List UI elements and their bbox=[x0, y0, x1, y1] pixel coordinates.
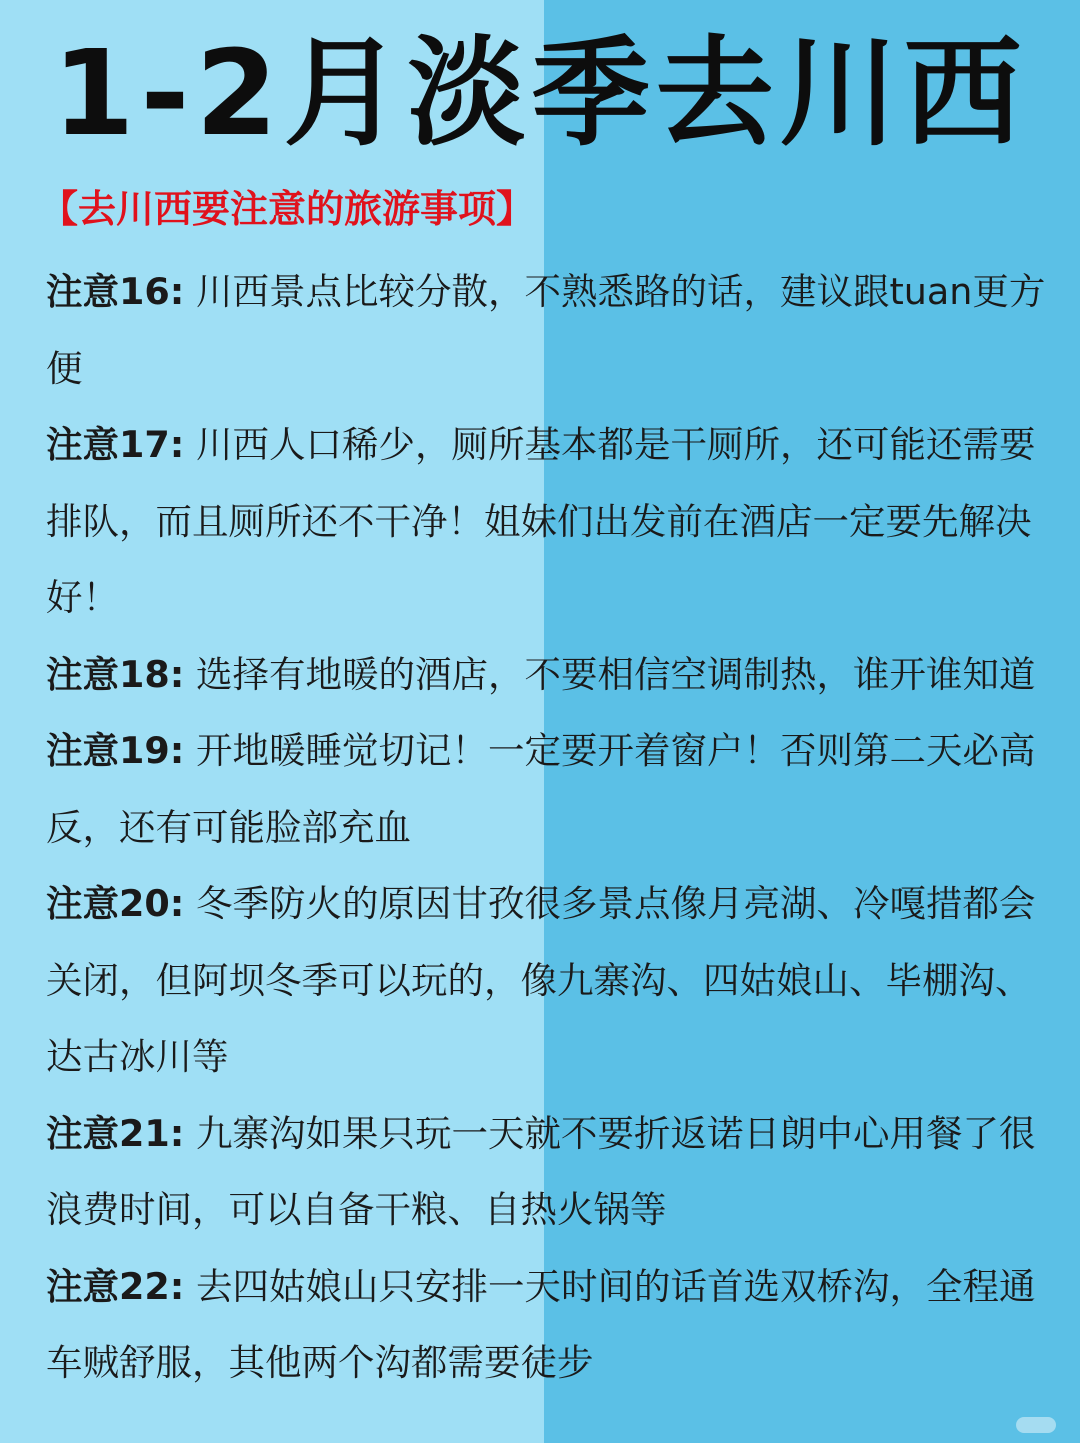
note-item-21 bbox=[46, 1096, 1046, 1249]
note-text: 川西人口稀少，厕所基本都是干厕所，还可能还需要排队，而且厕所还不干净！姐妹们出发前在酒店一定要先解决好！ bbox=[46, 423, 1036, 619]
note-text: 选择有地暖的酒店，不要相信空调制热，谁开谁知道 bbox=[184, 652, 1036, 696]
note-label: 注意21: bbox=[46, 1111, 185, 1155]
notes-list bbox=[46, 254, 1046, 1402]
note-text: 冬季防火的原因甘孜很多景点像月亮湖、冷嘎措都会关闭，但阿坝冬季可以玩的，像九寨沟、四姑娘山、毕棚沟、达古冰川等 bbox=[46, 882, 1036, 1078]
note-text: 九寨沟如果只玩一天就不要折返诺日朗中心用餐了很浪费时间，可以自备干粮、自热火锅等 bbox=[46, 1111, 1036, 1231]
note-item-22 bbox=[46, 1249, 1046, 1402]
section-subtitle: 【去川西要注意的旅游事项】 bbox=[40, 187, 535, 231]
note-item-18 bbox=[46, 637, 1046, 714]
note-text: 去四姑娘山只安排一天时间的话首选双桥沟，全程通车贼舒服，其他两个沟都需要徒步 bbox=[46, 1264, 1036, 1384]
note-item-20 bbox=[46, 866, 1046, 1096]
watermark-badge bbox=[1016, 1417, 1056, 1433]
note-text: 开地暖睡觉切记！一定要开着窗户！否则第二天必高反，还有可能脸部充血 bbox=[46, 729, 1036, 849]
note-label: 注意22: bbox=[46, 1264, 185, 1308]
note-text: 川西景点比较分散，不熟悉路的话，建议跟tuan更方便 bbox=[46, 270, 1046, 390]
note-item-17 bbox=[46, 407, 1046, 637]
note-label: 注意19: bbox=[46, 729, 185, 772]
note-item-19 bbox=[46, 713, 1046, 866]
note-label: 注意18: bbox=[46, 652, 185, 696]
note-item-16 bbox=[46, 254, 1046, 407]
page-title: 1-2月淡季去川西 bbox=[52, 24, 1028, 162]
note-label: 注意20: bbox=[46, 882, 185, 925]
note-label: 注意17: bbox=[46, 423, 185, 466]
note-label: 注意16: bbox=[46, 270, 185, 313]
